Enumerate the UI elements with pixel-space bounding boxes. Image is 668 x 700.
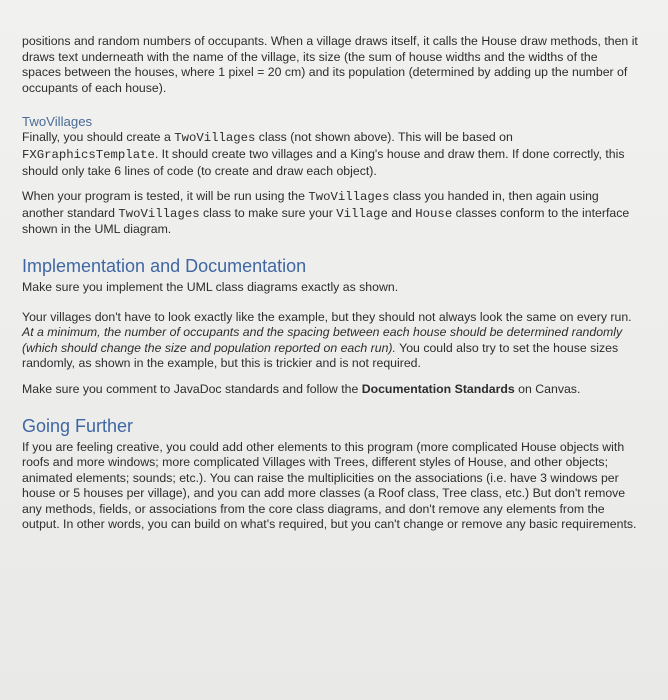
two-villages-heading: TwoVillages	[22, 114, 93, 130]
code-twovillages: TwoVillages	[308, 190, 390, 205]
documentation-standards-text: Documentation Standards	[361, 381, 515, 396]
intro-paragraph: positions and random numbers of occupants. When a village draws itself, it calls the House draw methods, then it draws text underneath with the name of the village, its size (the sum of house widths and the widths of the spaces between the houses, where 1 pixel = 20 cm) and its population (determined by adding up the number of occupants of each house).	[22, 34, 638, 95]
two-villages-paragraph-1: Finally, you should create a TwoVillages class (not shown above). This will be based on FXGraphicsTemplate. It should create two villages and a King's house and draw them. If done correctly, this should only take 6 lines of code (to create and draw each object).	[22, 130, 625, 178]
going-further-paragraph: If you are feeling creative, you could add other elements to this program (more complicated House objects with roofs and more windows; more complicated Villages with Trees, different styles of House, and other objects; animated elements; sounds; etc.). You can raise the multiplicities on the associations (i.e. have 3 windows per house or 5 houses per village), and you can add more classes (a Roof class, Tree class, etc.) But don't remove any methods, fields, or associations from the core class diagrams, and don't remove any elements from the output. In other words, you can build on what's required, but you can't change or remove any basic requirements.	[22, 439, 637, 532]
code-village: Village	[336, 206, 388, 221]
code-twovillages: TwoVillages	[174, 131, 256, 146]
implementation-paragraph-2: Your villages don't have to look exactly like the example, but they should not always look the same on every run. At a minimum, the number of occupants and the spacing between each house should be determined randomly (which should change the size and population reported on each run). You could also try to set the house sizes randomly, as shown in the example, but this is trickier and is not required.	[22, 309, 632, 371]
two-villages-paragraph-2: When your program is tested, it will be run using the TwoVillages class you handed in, then again using another standard TwoVillages class to make sure your Village and House classes conform to the interface shown in the UML diagram.	[22, 189, 630, 237]
implementation-paragraph-1: Make sure you implement the UML class diagrams exactly as shown.	[22, 279, 399, 294]
going-further-heading: Going Further	[22, 415, 134, 436]
implementation-heading: Implementation and Documentation	[22, 255, 307, 276]
implementation-paragraph-3: Make sure you comment to JavaDoc standards and follow the Documentation Standards on Canvas.	[22, 381, 581, 396]
code-fxgraphicstemplate: FXGraphicsTemplate	[22, 147, 155, 162]
code-twovillages: TwoVillages	[118, 206, 200, 221]
randomness-requirement: At a minimum, the number of occupants and the spacing between each house should be determined randomly (which should change the size and population reported on each run).	[22, 325, 623, 355]
code-house: House	[415, 206, 453, 221]
